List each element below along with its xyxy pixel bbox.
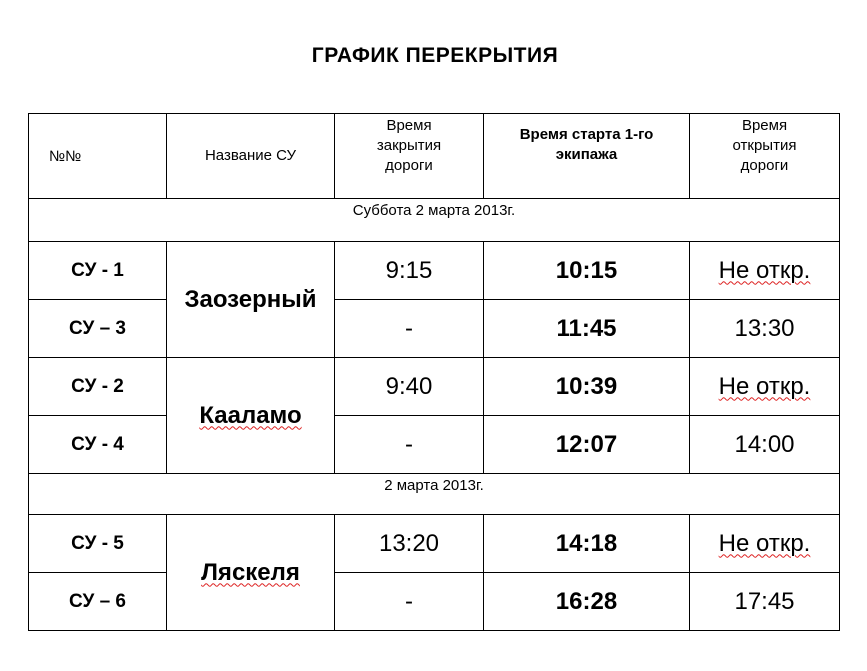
day-label: 2 марта 2013г.: [29, 474, 840, 515]
table-row: [29, 573, 840, 631]
close-time-cell: -: [335, 416, 484, 474]
close-time-cell: 9:15: [335, 242, 484, 300]
header-close-time: Время закрытия дороги: [335, 114, 484, 199]
header-num: №№: [29, 114, 167, 199]
su-cell: СУ - 4: [29, 416, 167, 474]
header-open-time: Время открытия дороги: [690, 114, 840, 199]
su-cell: СУ - 1: [29, 242, 167, 300]
header-row: [29, 114, 840, 199]
open-time-cell: [690, 358, 840, 416]
start-time-cell: 14:18: [484, 515, 690, 573]
open-time-text: Не откр.: [718, 529, 811, 557]
su-cell: СУ - 2: [29, 358, 167, 416]
table-row: [29, 515, 840, 573]
location-name-text: Кааламо: [199, 401, 302, 429]
open-time-text: Не откр.: [718, 256, 811, 284]
open-time-cell: 17:45: [690, 573, 840, 631]
schedule-table: [28, 113, 840, 631]
close-time-cell: 13:20: [335, 515, 484, 573]
close-time-cell: -: [335, 300, 484, 358]
su-cell: СУ – 6: [29, 573, 167, 631]
su-cell: СУ - 5: [29, 515, 167, 573]
location-name-text: Ляскеля: [201, 558, 300, 586]
close-time-cell: 9:40: [335, 358, 484, 416]
open-time-cell: 14:00: [690, 416, 840, 474]
su-cell: СУ – 3: [29, 300, 167, 358]
start-time-cell: 12:07: [484, 416, 690, 474]
table-row: [29, 242, 840, 300]
location-name: [167, 515, 335, 631]
open-time-cell: 13:30: [690, 300, 840, 358]
location-name: [167, 358, 335, 474]
start-time-cell: 11:45: [484, 300, 690, 358]
header-start-time: Время старта 1-го экипажа: [484, 114, 690, 199]
header-name: Название СУ: [167, 114, 335, 199]
day-row: [29, 199, 840, 242]
open-time-text: Не откр.: [718, 372, 811, 400]
close-time-cell: -: [335, 573, 484, 631]
table-row: [29, 416, 840, 474]
page-title: ГРАФИК ПЕРЕКРЫТИЯ: [311, 44, 559, 67]
start-time-cell: 10:15: [484, 242, 690, 300]
location-name: Заозерный: [167, 242, 335, 358]
table-row: [29, 300, 840, 358]
start-time-cell: 10:39: [484, 358, 690, 416]
table-row: [29, 358, 840, 416]
day-row: [29, 474, 840, 515]
start-time-cell: 16:28: [484, 573, 690, 631]
open-time-cell: [690, 242, 840, 300]
day-label: Суббота 2 марта 2013г.: [29, 199, 840, 242]
open-time-cell: [690, 515, 840, 573]
